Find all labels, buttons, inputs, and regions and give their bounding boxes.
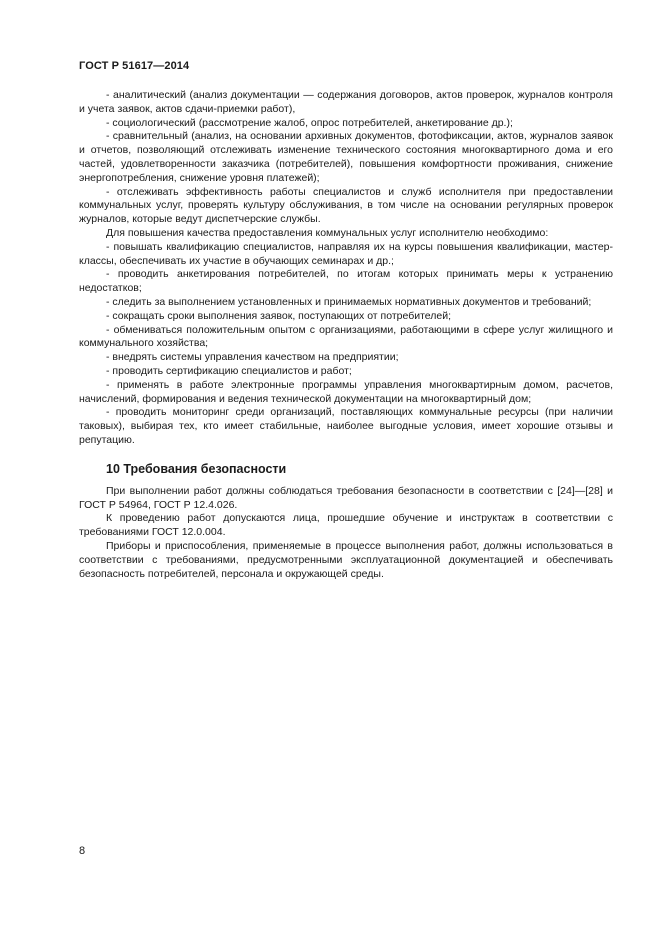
list-item: - сравнительный (анализ, на основании архивных документов, фотофиксации, актов, журналов заявок и отчетов, позволяющий отслеживать изменение технического состояния многоквартирного дома и его частей, удовлетворенности заказчика (потребителей), повышения комфортности проживания, снижение энергопотребления, снижение уровня платежей); <box>79 130 613 184</box>
list-item: - проводить анкетирования потребителей, по итогам которых принимать меры к устранению недостатков; <box>79 268 613 295</box>
list-item: - сокращать сроки выполнения заявок, поступающих от потребителей; <box>106 309 451 322</box>
list-item: - следить за выполнением установленных и принимаемых нормативных документов и требований; <box>106 295 592 308</box>
list-item: - аналитический (анализ документации — содержания договоров, актов проверок, журналов контроля и учета заявок, актов сдачи-приемки работ), <box>79 89 613 115</box>
paragraph: К проведению работ допускаются лица, прошедшие обучение и инструктаж в соответствии с требованиями ГОСТ 12.0.004. <box>79 512 613 539</box>
paragraph: Приборы и приспособления, применяемые в процессе выполнения работ, должны использоваться в соответствии с требованиями, предусмотренными эксплуатационной документацией и обеспечивать безопасность потребителей, персонала и окружающей среды. <box>79 539 613 580</box>
list-item: - внедрять системы управления качеством на предприятии; <box>106 351 399 364</box>
list-item: - повышать квалификацию специалистов, направляя их на курсы повышения квалификации, мастер-классы, обеспечивать их участие в обучающих семинарах и др.; <box>79 240 613 267</box>
list-item: - применять в работе электронные программы управления многоквартирным домом, расчетов, начислений, формирования и ведения технической документации на многоквартирный дом; <box>79 378 613 405</box>
paragraph: При выполнении работ должны соблюдаться требования безопасности в соответствии с [24]—[28] и ГОСТ Р 54964, ГОСТ Р 12.4.026. <box>79 484 613 511</box>
list-item: - проводить сертификацию специалистов и работ; <box>106 364 352 377</box>
section-10-heading: 10 Требования безопасности <box>106 461 287 476</box>
document-header: ГОСТ Р 51617—2014 <box>79 60 190 72</box>
document-body <box>79 89 613 581</box>
section-10-body <box>79 485 613 582</box>
section-9-list <box>79 89 613 448</box>
list-item: - отслеживать эффективность работы специалистов и служб исполнителя при предоставлении коммунальных услуг, проверять культуру обслуживания, в том числе на основании регулярных проверок журналов, которые ведут диспетчерские службы. <box>79 185 613 226</box>
list-intro: Для повышения качества предоставления коммунальных услуг исполнителю необходимо: <box>106 226 549 239</box>
list-item: - обмениваться положительным опытом с организациями, работающими в сфере услуг жилищного и коммунального хозяйства; <box>79 323 613 350</box>
list-item: - проводить мониторинг среди организаций, поставляющих коммунальные ресурсы (при наличии таковых), выбирая тех, кто имеет стабильные, наиболее выгодные условия, имеет хорошие отзывы и репутацию. <box>79 406 613 446</box>
page-number: 8 <box>79 845 86 857</box>
list-item: - социологический (рассмотрение жалоб, опрос потребителей, анкетирование др.); <box>106 116 513 129</box>
